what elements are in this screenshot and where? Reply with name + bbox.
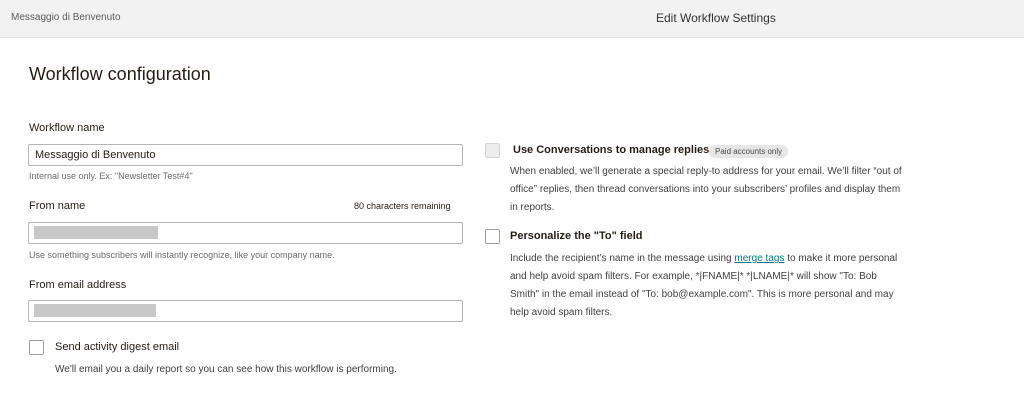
paid-accounts-badge: Paid accounts only — [709, 145, 788, 158]
activity-digest-label[interactable]: Send activity digest email — [55, 341, 180, 353]
personalize-to-description-line — [510, 250, 897, 268]
top-bar — [0, 0, 1024, 38]
page-title: Workflow configuration — [29, 64, 211, 84]
personalize-to-description — [510, 250, 897, 322]
workflow-name-hint: Internal use only. Ex: "Newsletter Test#4" — [29, 171, 193, 181]
conversations-description-line: office” replies, then thread conversations into your subscribers’ profiles and display them — [510, 184, 901, 195]
personalize-to-description-line: and help avoid spam filters. For example, *|FNAME|* *|LNAME|* will show "To: Bob — [510, 271, 877, 282]
page-header-title: Edit Workflow Settings — [656, 11, 776, 25]
personalize-to-checkbox[interactable] — [485, 229, 500, 244]
personalize-to-description-line: Smith" in the email instead of "To: bob@example.com". This is more personal and may — [510, 289, 894, 300]
from-name-char-counter: 80 characters remaining — [354, 201, 451, 211]
activity-digest-checkbox[interactable] — [29, 340, 44, 355]
personalize-to-label[interactable]: Personalize the "To" field — [510, 230, 643, 242]
conversations-description-line: When enabled, we’ll generate a special reply-to address for your email. We’ll filter “out of — [510, 166, 902, 177]
conversations-description-line: in reports. — [510, 202, 555, 213]
conversations-checkbox[interactable] — [485, 143, 500, 158]
from-email-redacted-value — [34, 304, 156, 317]
workflow-name-label: Workflow name — [29, 122, 105, 134]
from-name-hint: Use something subscribers will instantly recognize, like your company name. — [29, 250, 335, 260]
merge-tags-link[interactable]: merge tags — [734, 253, 785, 264]
workflow-name-input[interactable] — [28, 144, 463, 166]
conversations-label[interactable]: Use Conversations to manage replies — [513, 144, 710, 156]
activity-digest-description: We'll email you a daily report so you can see how this workflow is performing. — [55, 364, 397, 375]
from-name-redacted-value — [34, 226, 158, 239]
description-text: Include the recipient’s name in the message using — [510, 253, 735, 264]
campaign-name: Messaggio di Benvenuto — [11, 12, 121, 23]
from-email-label: From email address — [29, 279, 127, 291]
personalize-to-description-line: help avoid spam filters. — [510, 307, 613, 318]
conversations-description — [510, 163, 902, 217]
description-text: to make it more personal — [784, 253, 898, 264]
from-name-label: From name — [29, 200, 86, 212]
